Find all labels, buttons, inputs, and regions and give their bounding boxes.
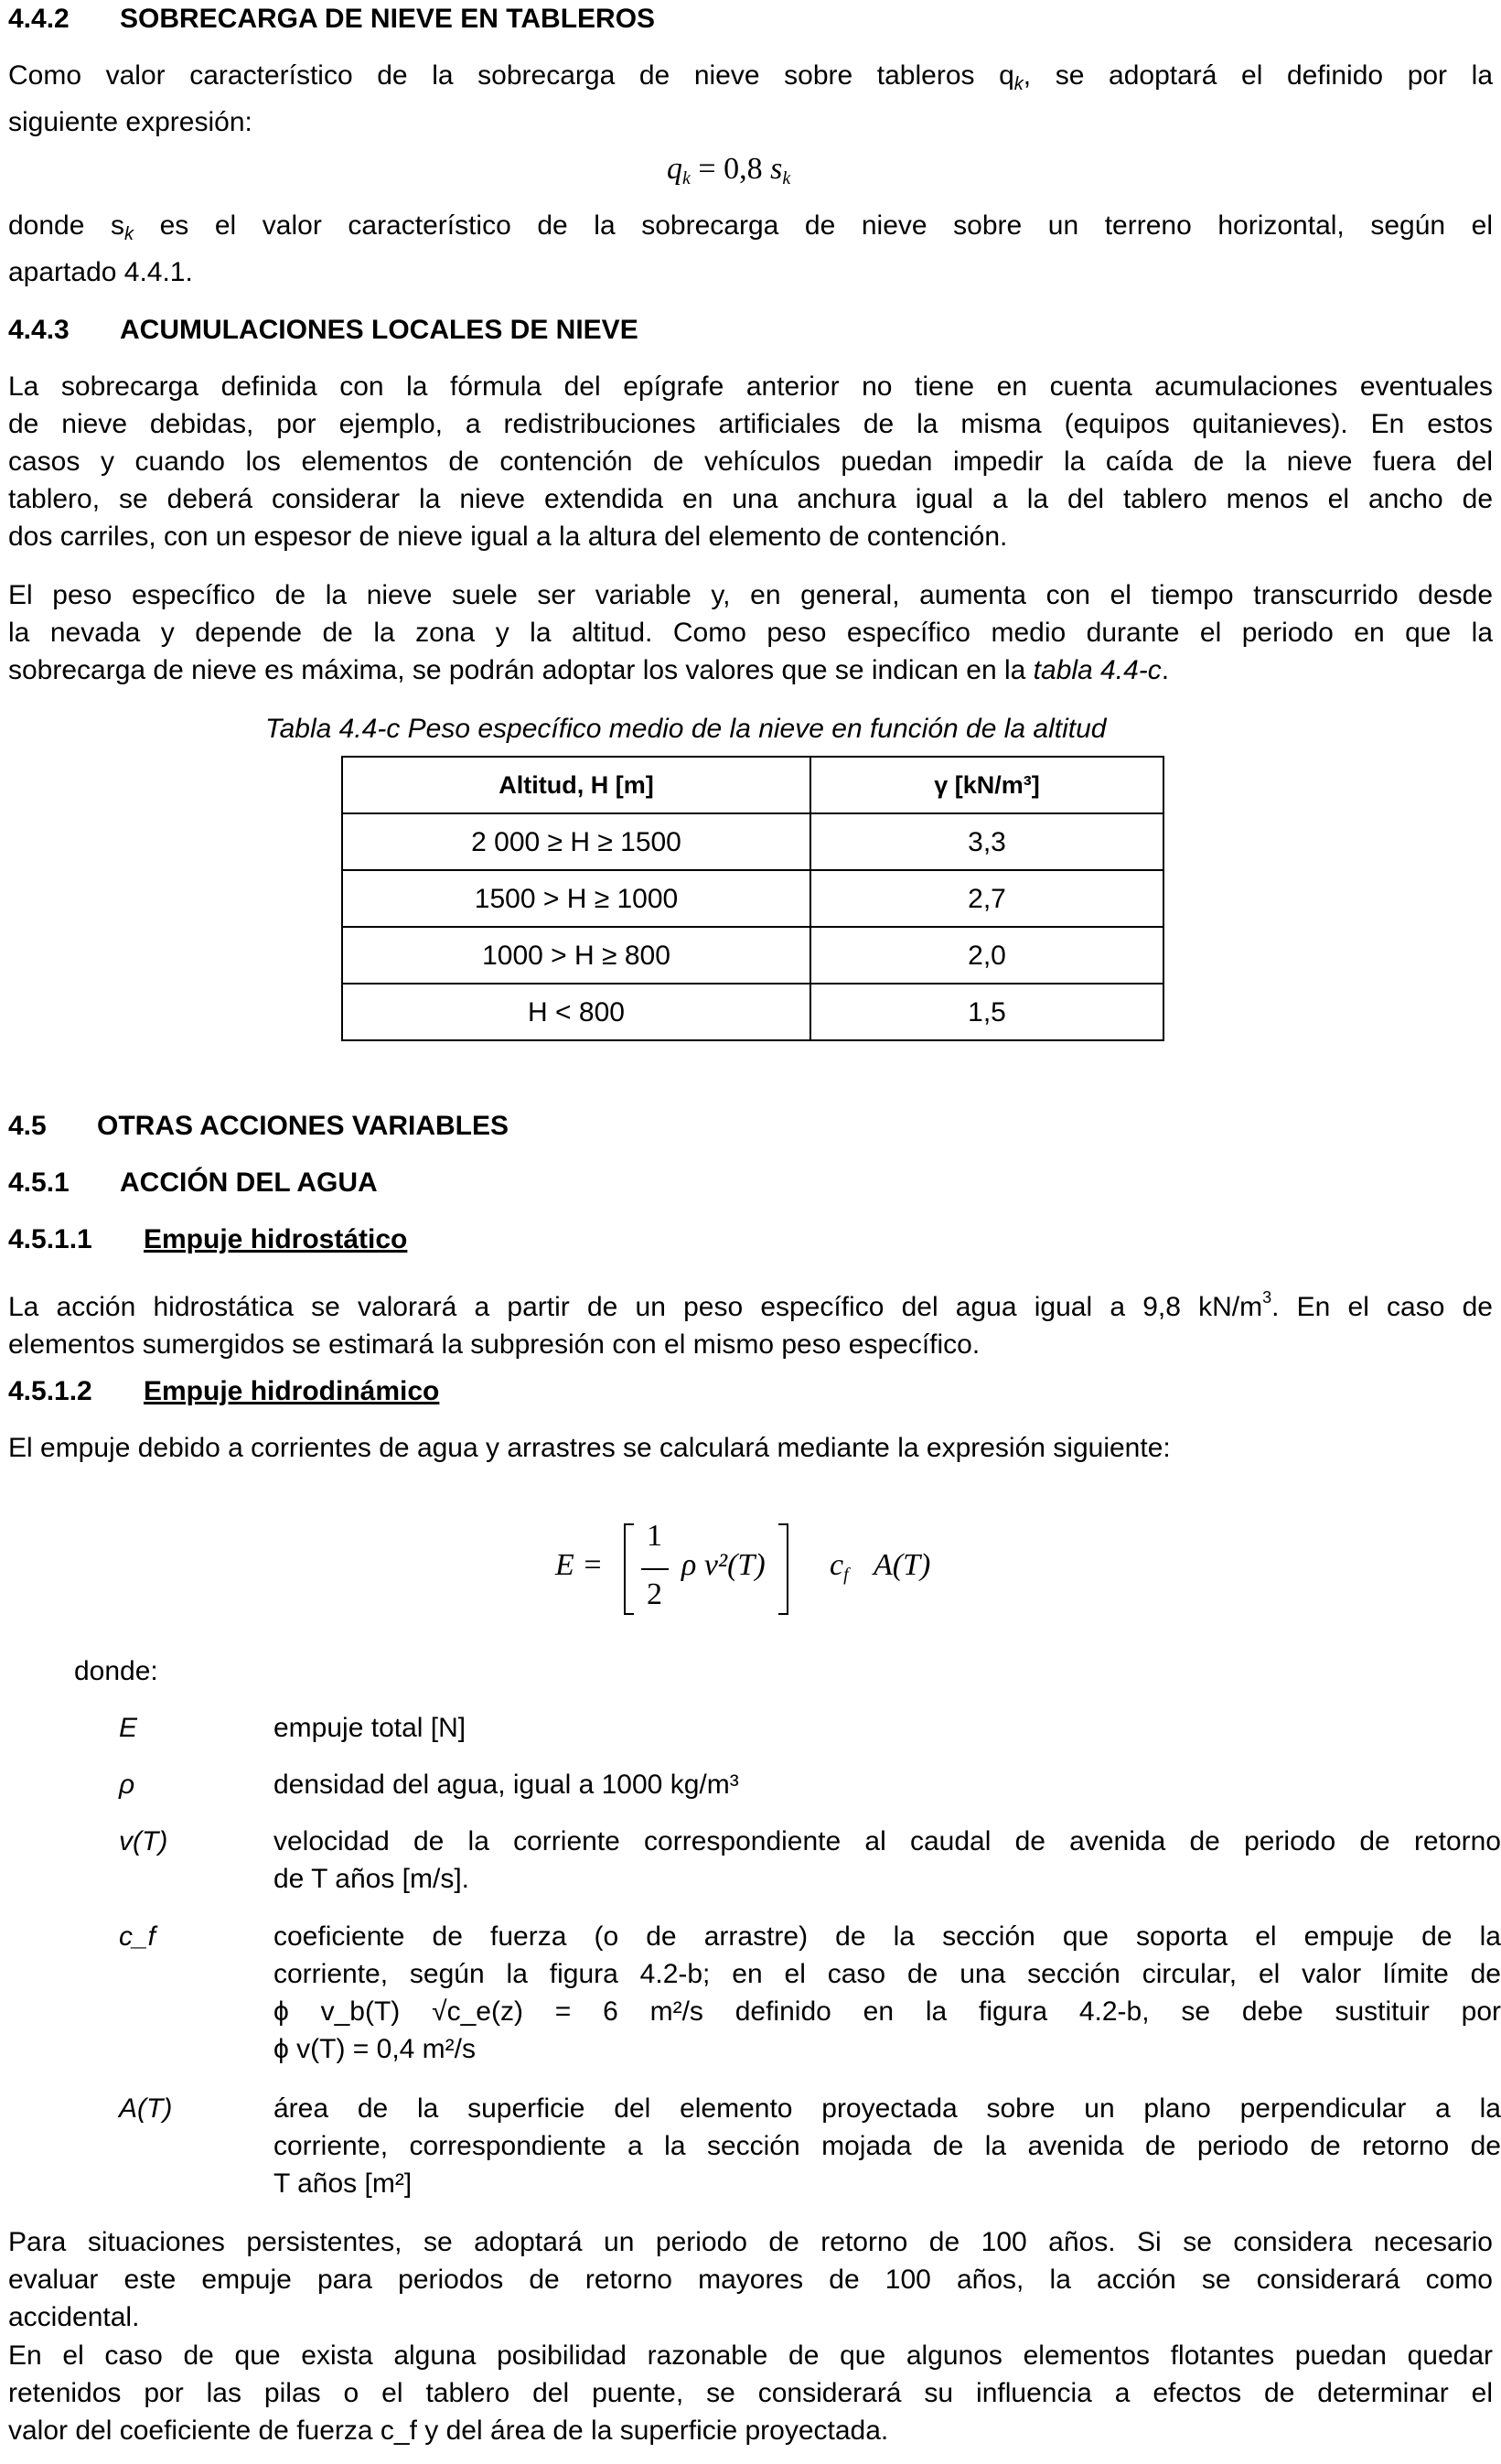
symbol-rho: ρ: [119, 1770, 135, 1800]
cell-value: 3,3: [810, 813, 1163, 870]
cell-value: 2,7: [810, 870, 1163, 927]
heading-number: 4.4.3: [8, 315, 70, 345]
heading-4-4-3: [8, 311, 638, 349]
text-line: El empuje debido a corrientes de agua y arrastres se calculará mediante la expresión siguiente:: [8, 1433, 1171, 1463]
heading-number: 4.4.2: [8, 4, 70, 34]
header-gamma: γ [kN/m³]: [810, 757, 1163, 813]
heading-number: 4.5.1.1: [8, 1224, 92, 1254]
heading-title: SOBRECARGA DE NIEVE EN TABLEROS: [120, 4, 656, 34]
heading-number: 4.5.1: [8, 1167, 70, 1198]
paragraph-snow-load: [8, 57, 1493, 141]
text-line: En el caso de que exista alguna posibilidad razonable de que algunos elementos flotantes puedan quedar: [8, 2340, 1493, 2371]
table-caption: Tabla 4.4-c Peso específico medio de la nieve en función de la altitud: [265, 714, 1107, 744]
symbol-AT: A(T): [119, 2093, 173, 2124]
text-line: retenidos por las pilas o el tablero del puente, se considerará su influencia a efectos de determinar el: [8, 2378, 1493, 2408]
text-line: La acción hidrostática se valorará a partir de un peso específico del agua igual a 9,8 $kN/m^3$. En el caso de: [8, 1288, 1493, 1322]
definition-rho: densidad del agua, igual a 1000 kg/m³: [273, 1770, 739, 1800]
formula-qk: $q_k = 0,8$ $s_k$: [667, 152, 791, 188]
text-line: El peso específico de la nieve suele ser variable y, en general, aumenta con el tiempo transcurrido desde: [8, 580, 1493, 610]
paragraph-floating-elements: [8, 2337, 1493, 2449]
definition-vT: velocidad de la corriente correspondiente al caudal de avenida de periodo de retorno de T años [m/s].: [273, 1826, 1501, 1894]
heading-title: ACUMULACIONES LOCALES DE NIEVE: [120, 315, 638, 345]
text-line: sobrecarga de nieve es máxima, se podrán adoptar los valores que se indican en la tabla 4.4-c.: [8, 655, 1170, 685]
table-row: [342, 813, 1163, 870]
cell-value: 2,0: [810, 927, 1163, 984]
text-line: evaluar este empuje para periodos de retorno mayores de 100 años, la acción se considerará como: [8, 2265, 1493, 2295]
text-line: elementos sumergidos se estimará la subpresión con el mismo peso específico.: [8, 1329, 981, 1360]
header-altitude: Altitud, H [m]: [342, 757, 810, 813]
definition-E: empuje total [N]: [273, 1713, 466, 1743]
paragraph-return-period: [8, 2223, 1493, 2336]
text-line: valor del coeficiente de fuerza c_f y del área de la superficie proyectada.: [8, 2416, 889, 2446]
snow-weight-table: [341, 756, 1164, 1041]
cell-altitude: 1500 > H ≥ 1000: [342, 870, 810, 927]
heading-4-4-2: [8, 0, 655, 38]
text-line: siguiente expresión:: [8, 107, 252, 137]
heading-number: 4.5: [8, 1111, 47, 1141]
paragraph-hydrodynamic: [8, 1429, 1493, 1467]
table-reference: tabla 4.4-c: [1033, 655, 1162, 685]
cell-altitude: 2 000 ≥ H ≥ 1500: [342, 813, 810, 870]
text-line: apartado 4.4.1.: [8, 257, 193, 287]
table-row: [342, 984, 1163, 1040]
formula-hydrodynamic-thrust: E = 1 2 ρ v²(T) $c_f$ A(T): [555, 1519, 976, 1619]
text-line: de nieve debidas, por ejemplo, a redistribuciones artificiales de la misma (equipos quitanieves). En estos: [8, 409, 1493, 439]
heading-4-5: [8, 1107, 509, 1145]
symbol-vT: v(T): [119, 1826, 168, 1856]
heading-title: OTRAS ACCIONES VARIABLES: [97, 1111, 509, 1141]
text-line: Para situaciones persistentes, se adoptará un periodo de retorno de 100 años. Si se considera necesario: [8, 2227, 1493, 2257]
heading-4-5-1: [8, 1164, 378, 1201]
heading-title: Empuje hidrostático: [144, 1224, 408, 1254]
symbol-cf: c_f: [119, 1921, 156, 1952]
heading-4-5-1-2: [8, 1372, 439, 1410]
paragraph-hydrostatic: [8, 1279, 1493, 1363]
text-line: La sobrecarga definida con la fórmula del epígrafe anterior no tiene en cuenta acumulaciones eventuales: [8, 371, 1493, 402]
definition-AT: área de la superficie del elemento proyectada sobre un plano perpendicular a la corriente, correspondiente a la sección mojada de la avenida de periodo de retorno de T años [m²]: [273, 2093, 1501, 2199]
text-line: donde $s_k$ es el valor característico de la sobrecarga de nieve sobre un terreno horizontal, según el: [8, 210, 1493, 244]
table-row: [342, 927, 1163, 984]
heading-4-5-1-1: [8, 1221, 407, 1258]
cell-altitude: 1000 > H ≥ 800: [342, 927, 810, 984]
definition-cf: coeficiente de fuerza (o de arrastre) de la sección que soporta el empuje de la corriente, según la figura 4.2-b; en el caso de una sección circular, el valor límite de ϕ v_b(T) √c_e(z) = 6 m²/s definido en la figura 4.2-b, se debe sustituir por ϕ v(T) = 0,4 m²/s: [273, 1921, 1501, 2064]
table-header-row: [342, 757, 1163, 813]
text-line: dos carriles, con un espesor de nieve igual a la altura del elemento de contención.: [8, 522, 1008, 552]
symbol-E: E: [119, 1713, 138, 1743]
heading-number: 4.5.1.2: [8, 1376, 92, 1406]
cell-altitude: H < 800: [342, 984, 810, 1040]
table-row: [342, 870, 1163, 927]
text-line: casos y cuando los elementos de contención de vehículos puedan impedir la caída de la nieve fuera del: [8, 447, 1493, 477]
heading-title: Empuje hidrodinámico: [144, 1376, 440, 1406]
text-line: Como valor característico de la sobrecarga de nieve sobre tableros $q_k$, se adoptará el definido por la: [8, 60, 1493, 94]
heading-title: ACCIÓN DEL AGUA: [120, 1167, 378, 1198]
text-line: accidental.: [8, 2302, 140, 2332]
cell-value: 1,5: [810, 984, 1163, 1040]
text-line: tablero, se deberá considerar la nieve extendida en una anchura igual a la del tablero menos el ancho de: [8, 484, 1493, 514]
paragraph-specific-weight: [8, 576, 1493, 689]
paragraph-sk-definition: [8, 207, 1493, 291]
paragraph-local-accumulations: [8, 368, 1493, 555]
text-line: la nevada y depende de la zona y la altitud. Como peso específico medio durante el periodo en que la: [8, 618, 1493, 648]
donde-label: donde:: [74, 1656, 158, 1686]
